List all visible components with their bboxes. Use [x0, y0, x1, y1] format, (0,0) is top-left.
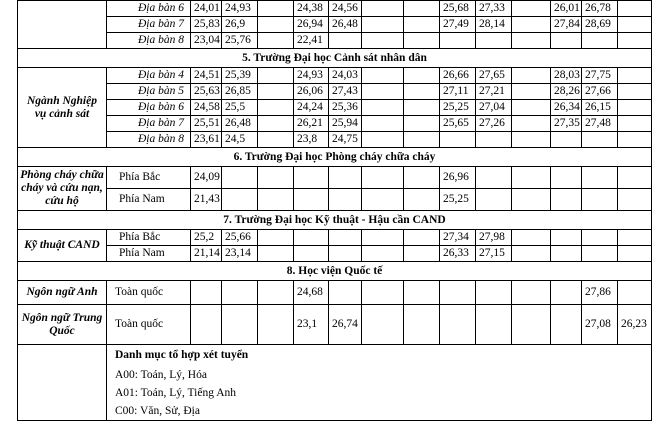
score-cell [404, 1, 440, 17]
legend-item: A01: Toán, Lý, Tiếng Anh [107, 385, 652, 403]
legend-row [18, 367, 652, 385]
score-cell [258, 167, 294, 189]
score-cell: 24,38 [294, 1, 329, 17]
score-cell [476, 167, 512, 189]
score-cell [512, 246, 551, 262]
score-cell: 26,9 [222, 17, 258, 33]
score-cell: 25,39 [222, 68, 258, 84]
score-cell: 24,09 [191, 167, 222, 189]
score-cell: 24,01 [191, 1, 222, 17]
area-cell: Địa bàn 7 [107, 17, 191, 33]
score-cell [404, 132, 440, 148]
score-cell [582, 189, 618, 211]
score-cell [329, 230, 362, 246]
score-cell [258, 33, 294, 49]
score-cell [582, 230, 618, 246]
score-cell [551, 281, 582, 305]
section-header-row [18, 211, 652, 230]
score-cell [440, 33, 476, 49]
score-cell [618, 132, 652, 148]
score-cell: 25,25 [440, 100, 476, 116]
score-cell [362, 132, 404, 148]
score-cell [551, 305, 582, 345]
score-cell [362, 230, 404, 246]
score-cell: 26,15 [582, 100, 618, 116]
score-cell: 24,56 [329, 1, 362, 17]
score-cell: 26,21 [294, 116, 329, 132]
score-cell [329, 281, 362, 305]
table-body [18, 1, 652, 421]
score-cell: 24,24 [294, 100, 329, 116]
score-cell [404, 84, 440, 100]
score-cell [258, 116, 294, 132]
score-cell [440, 281, 476, 305]
score-cell [582, 246, 618, 262]
score-cell: 25,66 [222, 230, 258, 246]
score-cell [404, 281, 440, 305]
area-cell: Phía Bắc [107, 167, 191, 189]
score-cell [582, 167, 618, 189]
score-cell: 24,93 [222, 1, 258, 17]
score-cell: 27,75 [582, 68, 618, 84]
score-cell: 23,04 [191, 33, 222, 49]
score-cell [362, 246, 404, 262]
score-cell [618, 33, 652, 49]
score-cell [404, 100, 440, 116]
section-header-row [18, 262, 652, 281]
score-cell: 23,14 [222, 246, 258, 262]
table-row [18, 1, 652, 17]
section-title: 5. Trường Đại học Cảnh sát nhân dân [18, 49, 652, 68]
score-cell [258, 132, 294, 148]
table-row [18, 189, 652, 211]
score-cell [362, 84, 404, 100]
score-cell: 27,43 [329, 84, 362, 100]
major-name-continued [18, 1, 107, 49]
score-cell: 26,23 [618, 305, 652, 345]
score-cell [258, 68, 294, 84]
score-cell [258, 230, 294, 246]
score-cell [258, 100, 294, 116]
legend-item: C00: Văn, Sử, Địa [107, 403, 652, 421]
major-name: Ngôn ngữ Anh [18, 281, 107, 305]
score-cell [362, 68, 404, 84]
score-cell [582, 33, 618, 49]
score-cell: 26,34 [551, 100, 582, 116]
score-cell [222, 305, 258, 345]
score-cell [551, 167, 582, 189]
score-cell [362, 17, 404, 33]
score-cell [551, 189, 582, 211]
score-cell [404, 189, 440, 211]
score-cell [404, 246, 440, 262]
score-cell: 27,33 [476, 1, 512, 17]
table-row [18, 116, 652, 132]
score-cell [512, 100, 551, 116]
score-cell [404, 116, 440, 132]
major-name: Phòng cháy chữa cháy và cứu nạn, cứu hộ [18, 167, 107, 211]
area-cell: Địa bàn 8 [107, 132, 191, 148]
score-cell [440, 132, 476, 148]
score-cell: 24,58 [191, 100, 222, 116]
score-cell [476, 33, 512, 49]
score-cell: 26,94 [294, 17, 329, 33]
score-cell: 24,93 [294, 68, 329, 84]
table-row [18, 230, 652, 246]
major-name: Ngôn ngữ Trung Quốc [18, 305, 107, 345]
score-cell [551, 246, 582, 262]
score-cell: 25,65 [440, 116, 476, 132]
score-cell: 26,74 [329, 305, 362, 345]
score-cell: 25,25 [440, 189, 476, 211]
score-cell: 26,48 [329, 17, 362, 33]
score-cell: 27,98 [476, 230, 512, 246]
table-row [18, 33, 652, 49]
score-cell [329, 189, 362, 211]
score-cell [512, 189, 551, 211]
area-cell: Phía Bắc [107, 230, 191, 246]
score-cell: 28,69 [582, 17, 618, 33]
score-cell [476, 305, 512, 345]
score-cell [404, 167, 440, 189]
table-row [18, 167, 652, 189]
score-cell [618, 1, 652, 17]
score-cell: 23,8 [294, 132, 329, 148]
score-cell [294, 167, 329, 189]
score-cell: 27,65 [476, 68, 512, 84]
area-cell: Toàn quốc [107, 281, 191, 305]
score-cell: 24,75 [329, 132, 362, 148]
score-cell [512, 116, 551, 132]
area-cell: Địa bàn 5 [107, 84, 191, 100]
score-cell: 23,61 [191, 132, 222, 148]
score-cell: 22,41 [294, 33, 329, 49]
score-cell: 26,01 [551, 1, 582, 17]
score-cell [362, 167, 404, 189]
area-cell: Địa bàn 6 [107, 100, 191, 116]
score-cell [404, 230, 440, 246]
score-cell [222, 189, 258, 211]
score-cell [329, 246, 362, 262]
table-row [18, 17, 652, 33]
score-cell [362, 281, 404, 305]
score-cell [362, 116, 404, 132]
score-cell [476, 281, 512, 305]
table-row [18, 84, 652, 100]
section-title: 6. Trường Đại học Phòng cháy chữa cháy [18, 148, 652, 167]
table-row [18, 68, 652, 84]
area-cell: Địa bàn 7 [107, 116, 191, 132]
score-cell [404, 33, 440, 49]
legend-row [18, 345, 652, 367]
score-cell: 27,35 [551, 116, 582, 132]
score-cell: 27,11 [440, 84, 476, 100]
score-cell: 27,26 [476, 116, 512, 132]
score-cell [512, 33, 551, 49]
score-cell [404, 305, 440, 345]
score-cell [294, 246, 329, 262]
score-cell [329, 33, 362, 49]
score-cell [440, 305, 476, 345]
legend-blank-cell [18, 345, 107, 421]
score-cell [476, 132, 512, 148]
score-cell [512, 167, 551, 189]
score-cell: 25,76 [222, 33, 258, 49]
score-cell: 25,36 [329, 100, 362, 116]
legend-title: Danh mục tổ hợp xét tuyển [107, 345, 652, 367]
score-cell [222, 281, 258, 305]
score-cell: 27,34 [440, 230, 476, 246]
score-cell: 26,85 [222, 84, 258, 100]
score-cell [258, 1, 294, 17]
score-cell [618, 281, 652, 305]
legend-item: A00: Toán, Lý, Hóa [107, 367, 652, 385]
area-cell: Địa bàn 4 [107, 68, 191, 84]
score-cell [618, 230, 652, 246]
score-cell [512, 230, 551, 246]
area-cell: Phía Nam [107, 189, 191, 211]
score-cell [362, 189, 404, 211]
score-cell: 27,48 [582, 116, 618, 132]
score-cell: 24,03 [329, 68, 362, 84]
score-cell [362, 33, 404, 49]
score-cell: 27,21 [476, 84, 512, 100]
score-cell [582, 132, 618, 148]
score-cell: 28,03 [551, 68, 582, 84]
score-cell: 26,48 [222, 116, 258, 132]
score-cell [362, 305, 404, 345]
score-cell [512, 305, 551, 345]
score-cell: 24,51 [191, 68, 222, 84]
score-cell [618, 246, 652, 262]
score-cell: 25,63 [191, 84, 222, 100]
score-cell: 25,68 [440, 1, 476, 17]
score-cell [618, 116, 652, 132]
score-cell: 27,08 [582, 305, 618, 345]
score-cell [294, 230, 329, 246]
score-cell [618, 167, 652, 189]
score-cell [476, 189, 512, 211]
score-cell: 23,1 [294, 305, 329, 345]
section-header-row [18, 148, 652, 167]
area-cell: Phía Nam [107, 246, 191, 262]
score-cell [362, 1, 404, 17]
score-cell [618, 17, 652, 33]
score-cell: 27,04 [476, 100, 512, 116]
table-row [18, 100, 652, 116]
score-cell [512, 281, 551, 305]
major-name: Kỹ thuật CAND [18, 230, 107, 262]
score-cell [551, 132, 582, 148]
legend-row [18, 385, 652, 403]
score-cell: 24,5 [222, 132, 258, 148]
score-cell [618, 68, 652, 84]
admission-score-table [17, 0, 652, 421]
score-cell [512, 68, 551, 84]
score-cell [191, 305, 222, 345]
area-cell: Toàn quốc [107, 305, 191, 345]
score-cell: 27,66 [582, 84, 618, 100]
score-cell: 28,26 [551, 84, 582, 100]
score-cell: 27,86 [582, 281, 618, 305]
major-name: Ngành Nghiệp vụ cảnh sát [18, 68, 107, 148]
score-cell [512, 84, 551, 100]
score-cell: 26,96 [440, 167, 476, 189]
score-cell: 26,06 [294, 84, 329, 100]
score-cell: 25,94 [329, 116, 362, 132]
score-cell: 25,51 [191, 116, 222, 132]
score-cell [404, 17, 440, 33]
score-cell: 26,66 [440, 68, 476, 84]
score-cell: 26,33 [440, 246, 476, 262]
score-cell [191, 281, 222, 305]
score-cell: 25,2 [191, 230, 222, 246]
score-cell [258, 189, 294, 211]
area-cell: Địa bàn 8 [107, 33, 191, 49]
score-cell [258, 281, 294, 305]
score-cell: 27,15 [476, 246, 512, 262]
score-cell [362, 100, 404, 116]
score-cell: 27,84 [551, 17, 582, 33]
score-cell [258, 84, 294, 100]
score-cell [618, 84, 652, 100]
table-row [18, 281, 652, 305]
section-title: 8. Học viện Quốc tế [18, 262, 652, 281]
section-title: 7. Trường Đại học Kỹ thuật - Hậu cần CAND [18, 211, 652, 230]
legend-row [18, 403, 652, 421]
score-cell: 25,83 [191, 17, 222, 33]
score-cell: 28,14 [476, 17, 512, 33]
score-cell: 21,14 [191, 246, 222, 262]
score-cell [512, 17, 551, 33]
score-cell: 25,5 [222, 100, 258, 116]
score-cell [618, 100, 652, 116]
score-cell [512, 1, 551, 17]
score-cell: 21,43 [191, 189, 222, 211]
score-cell [551, 230, 582, 246]
table-row [18, 246, 652, 262]
score-cell: 26,78 [582, 1, 618, 17]
score-cell [512, 132, 551, 148]
score-cell [222, 167, 258, 189]
score-cell [329, 167, 362, 189]
table-row [18, 132, 652, 148]
area-cell: Địa bàn 6 [107, 1, 191, 17]
score-cell [258, 305, 294, 345]
score-cell: 27,49 [440, 17, 476, 33]
score-cell [551, 33, 582, 49]
score-cell [258, 246, 294, 262]
score-cell [294, 189, 329, 211]
score-cell [618, 189, 652, 211]
score-cell [258, 17, 294, 33]
table-row [18, 305, 652, 345]
score-cell [404, 68, 440, 84]
score-cell: 24,68 [294, 281, 329, 305]
section-header-row [18, 49, 652, 68]
